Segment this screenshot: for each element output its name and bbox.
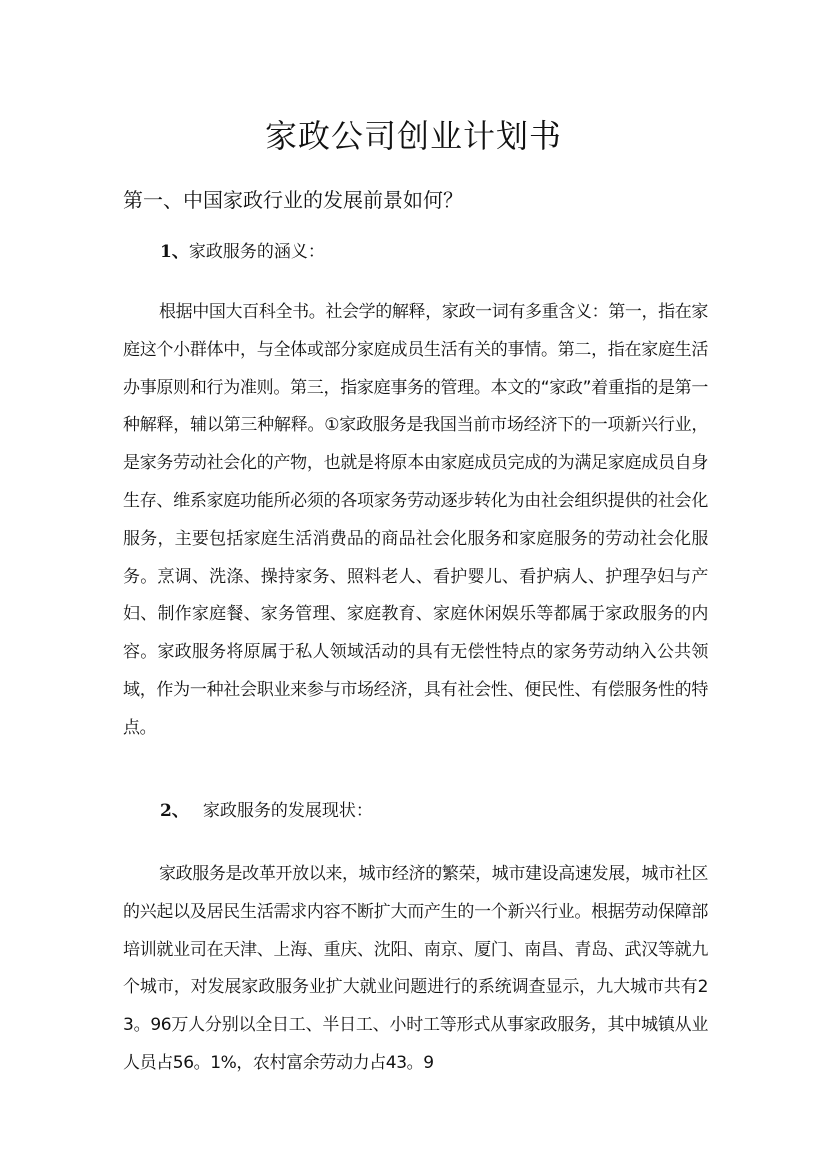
section-heading: 第一、中国家政行业的发展前景如何？ (123, 188, 463, 212)
page-title: 家政公司创业计划书 (264, 117, 562, 155)
subsection-number-2: 2、 (160, 801, 189, 821)
subsection-title-2: 家政服务的发展现状： (202, 801, 373, 821)
subsection-heading-1 (160, 238, 325, 266)
paragraph-definition: 根据中国大百科全书。社会学的解释，家政一词有多重含义：第一，指在家庭这个小群体中，与全体或部分家庭成员生活有关的事情。第二，指在家庭生活办事原则和行为准则。第三，指家庭事务的管理。本文的“家政”着重指的是第一种解释，辅以第三种解释。①家政服务是我国当前市场经济下的一项新兴行业，是家务劳动社会化的产物，也就是将原本由家庭成员完成的为满足家庭成员自身生存、维系家庭功能所必须的各项家务劳动逐步转化为由社会组织提供的社会化服务，主要包括家庭生活消费品的商品社会化服务和家庭服务的劳动社会化服务。烹调、洗涤、操持家务、照料老人、看护婴儿、看护病人、护理孕妇与产妇、制作家庭餐、家务管理、家庭教育、家庭休闲娱乐等都属于家政服务的内容。家政服务将原属于私人领域活动的具有无偿性特点的家务劳动纳入公共领域，作为一种社会职业来参与市场经济，具有社会性、便民性、有偿服务性的特点。 (123, 302, 708, 738)
paragraph-status: 家政服务是改革开放以来，城市经济的繁荣，城市建设高速发展，城市社区的兴起以及居民生活需求内容不断扩大而产生的一个新兴行业。根据劳动保障部培训就业司在天津、上海、重庆、沈阳、南京、厦门、南昌、青岛、武汉等就九个城市，对发展家政服务业扩大就业问题进行的系统调查显示，九大城市共有23。96万人分别以全日工、半日工、小时工等形式从事家政服务，其中城镇从业人员占56。1%，农村富余劳动力占43。9 (123, 864, 708, 1073)
subsection-number-1: 1、 (160, 242, 189, 262)
subsection-title-1: 家政服务的涵义： (188, 242, 325, 262)
subsection-heading-2 (160, 797, 373, 825)
